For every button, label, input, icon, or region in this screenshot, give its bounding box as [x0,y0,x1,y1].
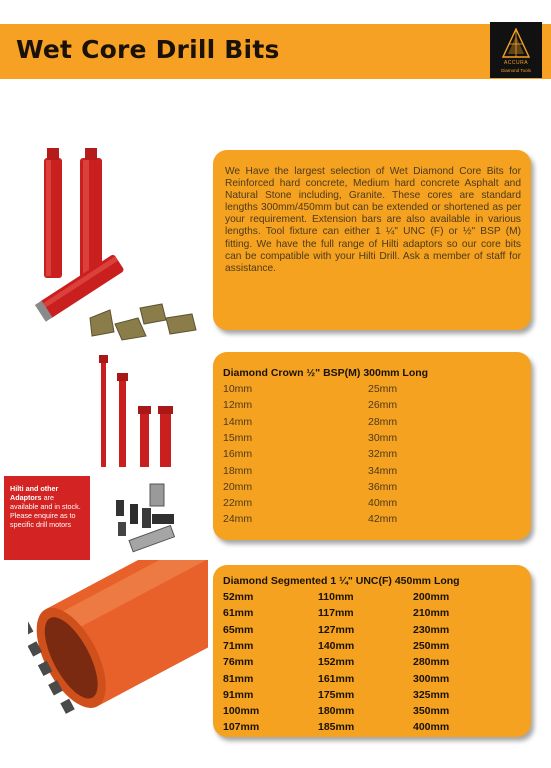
segmented-size-cell: 100mm [223,705,260,718]
segmented-size-cell: 230mm [413,623,450,636]
segmented-size-cell: 65mm [223,623,254,636]
crown-size-cell: 40mm [368,497,398,510]
crown-size-cell: 16mm [223,448,253,461]
hilti-heading: Hilti and other Adaptors [10,484,59,502]
segmented-size-cell: 127mm [318,623,355,636]
segmented-size-cell: 250mm [413,639,450,652]
segmented-size-cell: 180mm [318,705,355,718]
segmented-size-cell: 110mm [318,591,354,603]
diamond-logo-icon [502,28,530,58]
crown-size-cell: 15mm [223,431,253,444]
segmented-size-cell: 280mm [413,656,450,669]
segmented-size-cell: 52mm [223,591,254,603]
segmented-size-cell: 325mm [413,688,450,701]
segmented-core-bit-photo [28,560,208,740]
header-bar [0,24,551,79]
crown-size-cell: 20mm [223,480,253,493]
crown-size-cell: 28mm [368,415,398,428]
segmented-title: Diamond Segmented 1 ¼" UNC(F) 450mm Long [223,575,460,587]
segmented-size-cell: 76mm [223,656,254,669]
crown-size-cell: 30mm [368,431,398,444]
crown-size-cell: 18mm [223,464,253,477]
segmented-size-cell: 175mm [318,688,355,701]
crown-size-cell: 26mm [368,399,398,412]
segmented-size-cell: 300mm [413,672,450,685]
segmented-size-cell: 61mm [223,607,254,620]
segmented-size-cell: 140mm [318,639,355,652]
hilti-line-1: are available and in stock. [10,493,81,511]
logo-brand: ACCURA [503,60,529,66]
crown-size-cell: 25mm [368,383,398,395]
crown-size-cell: 32mm [368,448,398,461]
hilti-line-2: Please enquire as to specific drill motors [10,511,76,529]
intro-text: We Have the largest selection of Wet Diamond Core Bits for Reinforced hard concrete, Medium hard concrete Asphalt and Natural Stone including, Granite. These cores are standard lengths 300mm/450mm but can be extended or shortened as per your requirement. Extension bars are also available in various lengths. Tool fixture can either 1 ¼" UNC (F) or ½" BSP (M) fitting. We have the full range of Hilti adaptors so our core bits can be compatible with your Hilti Drill. Ask a member of staff for assistance. [225,166,521,274]
segmented-size-cell: 71mm [223,639,254,652]
hilti-adaptors-note [4,476,90,560]
crown-title: Diamond Crown ½" BSP(M) 300mm Long [223,367,429,379]
adaptors-photo [108,480,188,555]
crown-size-cell: 12mm [223,399,253,412]
crown-size-cell: 42mm [368,513,398,526]
crown-size-cell: 14mm [223,415,253,428]
company-logo [490,22,542,78]
segmented-size-cell: 400mm [413,721,450,734]
page-title: Wet Core Drill Bits [16,35,280,64]
crown-size-cell: 10mm [223,383,253,395]
segmented-size-cell: 200mm [413,591,450,603]
segmented-size-cell: 210mm [413,607,450,620]
segmented-size-cell: 117mm [318,607,354,620]
segmented-size-cell: 185mm [318,721,355,734]
extension-bars-photo [92,355,182,470]
core-bits-photo [30,140,200,345]
crown-size-cell: 24mm [223,513,253,526]
segmented-size-cell: 161mm [318,672,355,685]
crown-size-cell: 34mm [368,464,398,477]
segmented-size-cell: 81mm [223,672,254,685]
crown-sizes-box [213,352,531,540]
segmented-size-cell: 107mm [223,721,260,734]
crown-size-cell: 22mm [223,497,253,510]
logo-subtitle: Diamond Tools [501,68,531,73]
intro-box [213,150,531,330]
segmented-size-cell: 152mm [318,656,355,669]
segmented-sizes-box [213,565,531,737]
segmented-size-cell: 91mm [223,688,254,701]
segmented-size-cell: 350mm [413,705,450,718]
crown-size-cell: 36mm [368,480,398,493]
